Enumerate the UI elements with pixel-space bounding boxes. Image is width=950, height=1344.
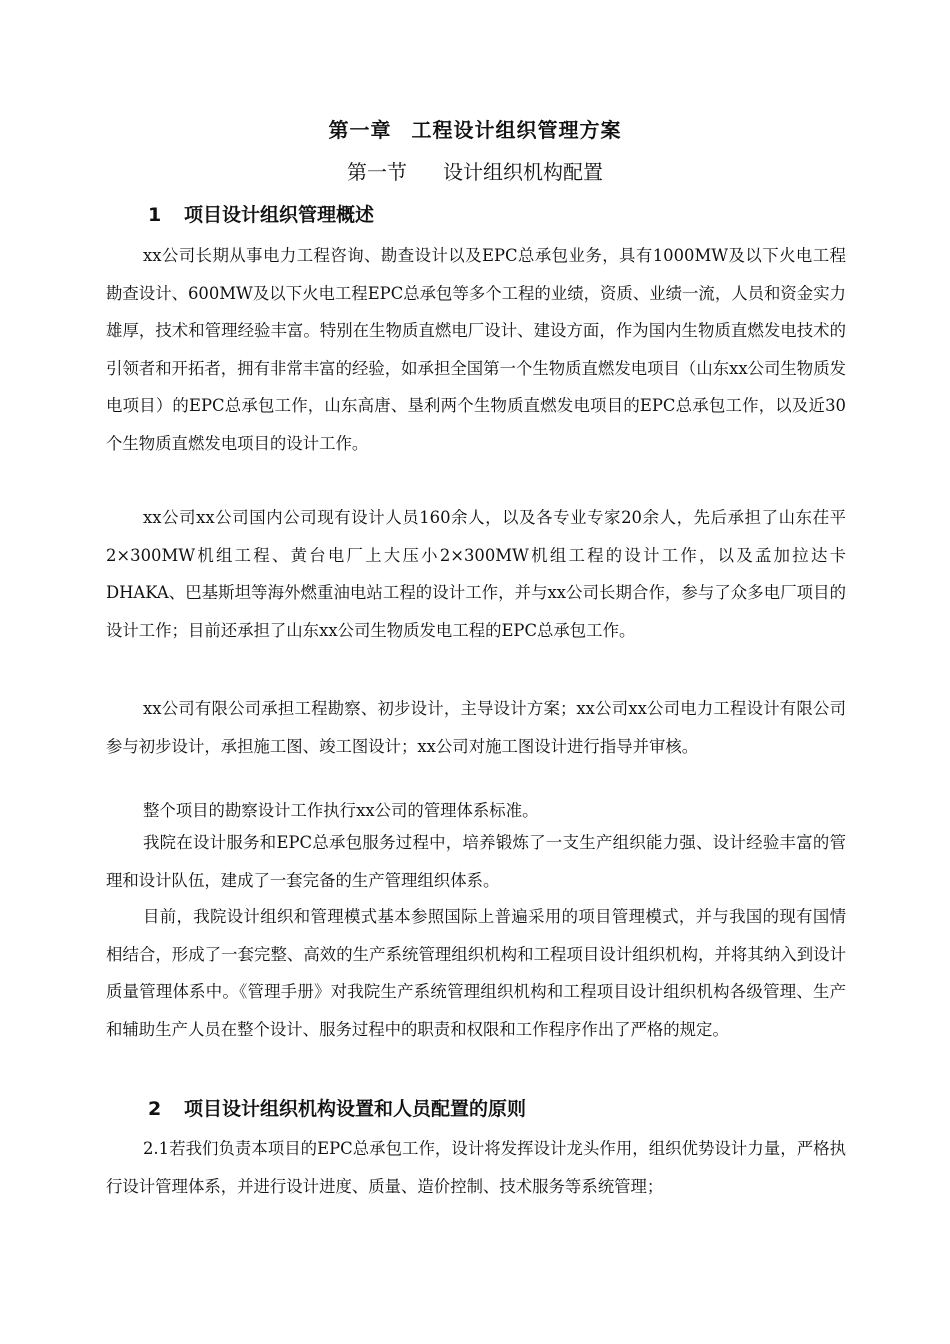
- paragraph-design-staff: xx公司xx公司国内公司现有设计人员160余人，以及各专业专家20余人，先后承担了山东茌平2×300MW机组工程、黄台电厂上大压小2×300MW机组工程的设计工作，以及孟加拉达卡DHAKA、巴基斯坦等海外燃重油电站工程的设计工作，并与xx公司长期合作，参与了众多电厂项目的设计工作；目前还承担了山东xx公司生物质发电工程的EPC总承包工作。: [106, 508, 846, 640]
- section-number: 第一节: [347, 160, 407, 184]
- heading-2: [148, 1094, 526, 1121]
- chapter-number: 第一章: [328, 118, 392, 142]
- paragraph-epc-principle: 2.1若我们负责本项目的EPC总承包工作，设计将发挥设计龙头作用，组织优势设计力量，严格执行设计管理体系，并进行设计进度、质量、造价控制、技术服务等系统管理；: [106, 1139, 846, 1196]
- paragraph-company-overview: xx公司长期从事电力工程咨询、勘查设计以及EPC总承包业务，具有1000MW及以下火电工程勘查设计、600MW及以下火电工程EPC总承包等多个工程的业绩，资质、业绩一流，人员和资金实力雄厚，技术和管理经验丰富。特别在生物质直燃电厂设计、建设方面，作为国内生物质直燃发电技术的引领者和开拓者，拥有非常丰富的经验，如承担全国第一个生物质直燃发电项目（山东xx公司生物质发电项目）的EPC总承包工作，山东高唐、垦利两个生物质直燃发电项目的EPC总承包工作，以及近30个生物质直燃发电项目的设计工作。: [106, 246, 846, 453]
- section-title: [0, 156, 950, 185]
- heading-1: [148, 200, 374, 227]
- paragraph-design-team: 我院在设计服务和EPC总承包服务过程中，培养锻炼了一支生产组织能力强、设计经验丰富的管理和设计队伍，建成了一套完备的生产管理组织体系。: [106, 833, 846, 890]
- heading-text: 项目设计组织管理概述: [184, 204, 375, 226]
- paragraph-management-model: 目前，我院设计组织和管理模式基本参照国际上普遍采用的项目管理模式，并与我国的现有国情相结合，形成了一套完整、高效的生产系统管理组织机构和工程项目设计组织机构，并将其纳入到设计质量管理体系中。《管理手册》对我院生产系统管理组织机构和工程项目设计组织机构各级管理、生产和辅助生产人员在整个设计、服务过程中的职责和权限和工作程序作出了严格的规定。: [106, 907, 846, 1039]
- section-title-text: 设计组织机构配置: [443, 160, 603, 184]
- heading-number: 2: [148, 1098, 162, 1120]
- heading-text: 项目设计组织机构设置和人员配置的原则: [184, 1098, 527, 1120]
- paragraph-responsibilities: xx公司有限公司承担工程勘察、初步设计，主导设计方案；xx公司xx公司电力工程设计有限公司参与初步设计，承担施工图、竣工图设计；xx公司对施工图设计进行指导并审核。: [106, 699, 846, 756]
- paragraph-standards: 整个项目的勘察设计工作执行xx公司的管理体系标准。: [143, 801, 539, 820]
- heading-number: 1: [148, 204, 162, 226]
- chapter-title: [0, 114, 950, 143]
- chapter-title-text: 工程设计组织管理方案: [411, 118, 622, 142]
